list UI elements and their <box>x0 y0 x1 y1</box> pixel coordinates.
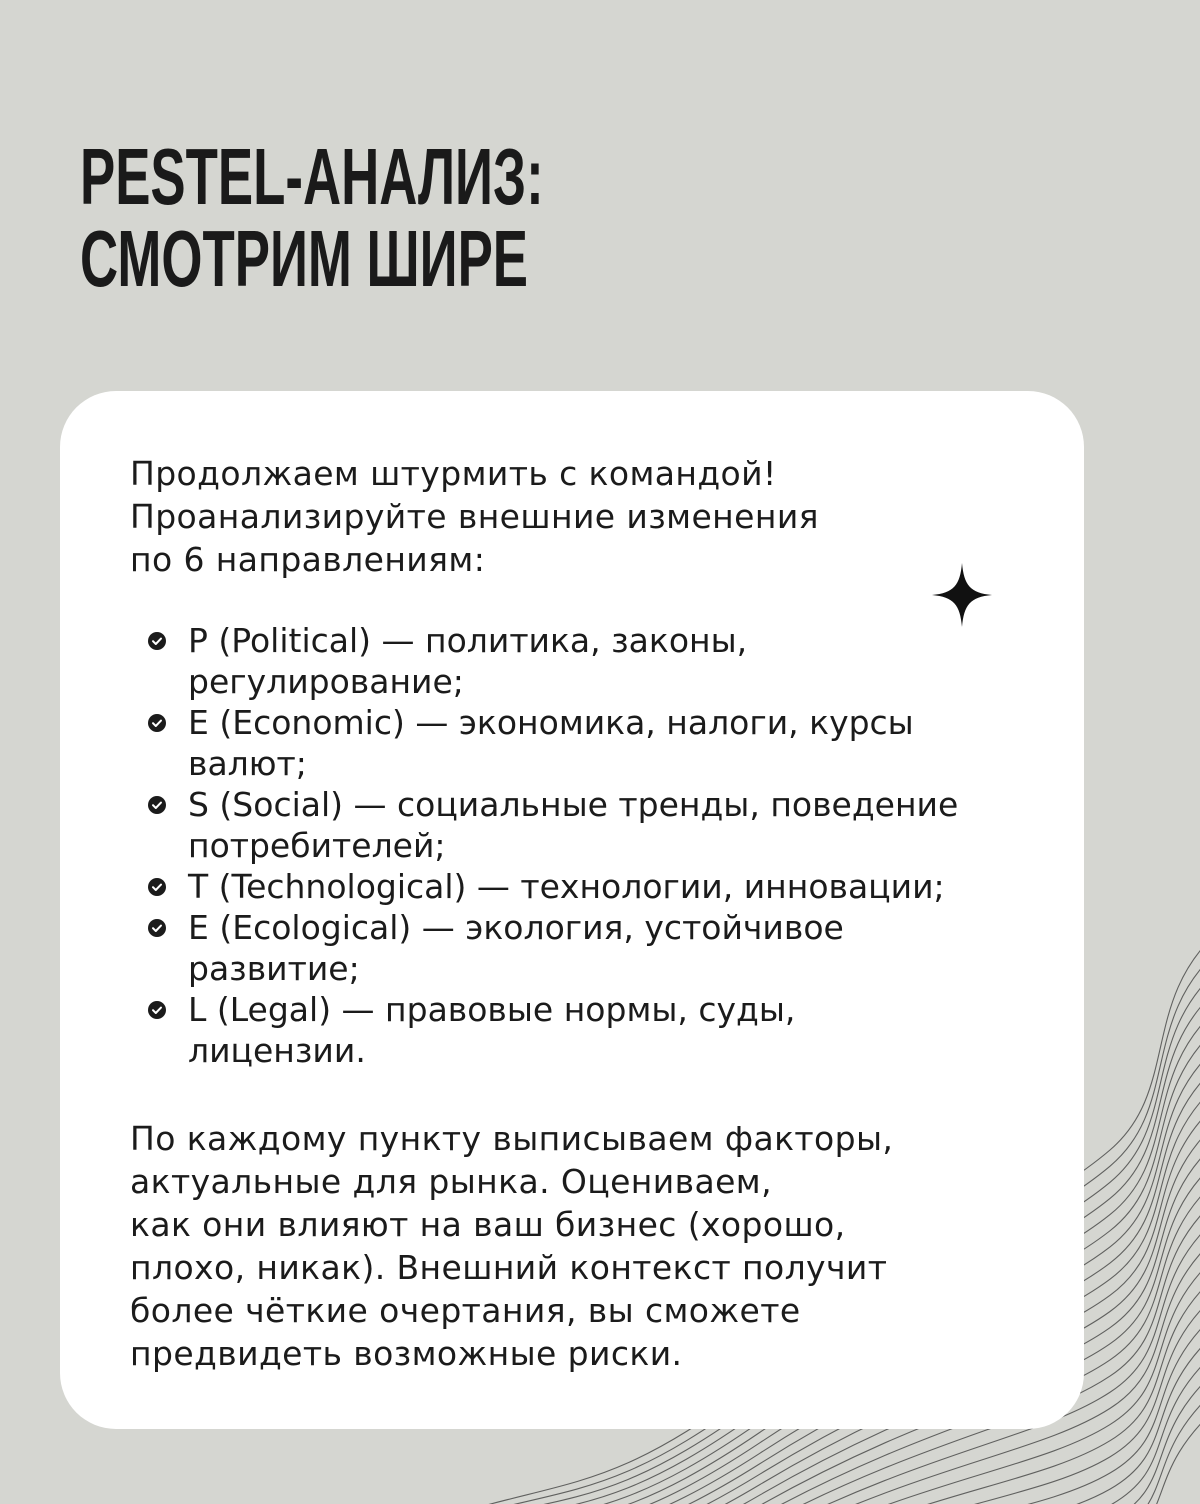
list-item-text: E (Ecological) — экология, устойчивое <box>188 908 844 947</box>
check-circle-icon <box>148 714 166 732</box>
list-item-text: P (Political) — политика, законы, <box>188 621 748 660</box>
list-item-text: S (Social) — социальные тренды, поведение <box>188 785 959 824</box>
intro-line: Проанализируйте внешние изменения <box>130 497 819 536</box>
list-item-ecological <box>148 907 958 989</box>
list-item-text: валют; <box>188 744 307 783</box>
list-item-social <box>148 784 958 866</box>
list-item-text: L (Legal) — правовые нормы, суды, <box>188 990 796 1029</box>
list-item-text: развитие; <box>188 949 360 988</box>
outro-text <box>130 1117 893 1375</box>
intro-line: по 6 направлениям: <box>130 540 486 579</box>
list-item-text: потребителей; <box>188 826 446 865</box>
list-item-political <box>148 620 958 702</box>
four-point-star-icon <box>932 563 992 627</box>
intro-text <box>130 452 819 581</box>
page-title <box>80 132 544 303</box>
list-item-economic <box>148 702 958 784</box>
outro-line: плохо, никак). Внешний контекст получит <box>130 1248 888 1287</box>
check-circle-icon <box>148 632 166 650</box>
check-circle-icon <box>148 796 166 814</box>
outro-line: актуальные для рынка. Оцениваем, <box>130 1162 772 1201</box>
title-line-2: СМОТРИМ ШИРЕ <box>80 214 529 303</box>
outro-line: предвидеть возможные риски. <box>130 1334 683 1373</box>
content-card <box>60 391 1084 1429</box>
check-circle-icon <box>148 878 166 896</box>
list-item-text: E (Economic) — экономика, налоги, курсы <box>188 703 914 742</box>
list-item-legal <box>148 989 958 1071</box>
title-line-1: PESTEL-АНАЛИЗ: <box>80 132 544 221</box>
list-item-technological <box>148 866 958 907</box>
intro-line: Продолжаем штурмить с командой! <box>130 454 777 493</box>
list-item-text: T (Technological) — технологии, инновации; <box>188 867 945 906</box>
outro-line: По каждому пункту выписываем факторы, <box>130 1119 894 1158</box>
list-item-text: регулирование; <box>188 662 464 701</box>
list-item-text: лицензии. <box>188 1031 366 1070</box>
check-circle-icon <box>148 919 166 937</box>
pestel-list <box>148 620 958 1071</box>
outro-line: как они влияют на ваш бизнес (хорошо, <box>130 1205 846 1244</box>
outro-line: более чёткие очертания, вы сможете <box>130 1291 801 1330</box>
check-circle-icon <box>148 1001 166 1019</box>
